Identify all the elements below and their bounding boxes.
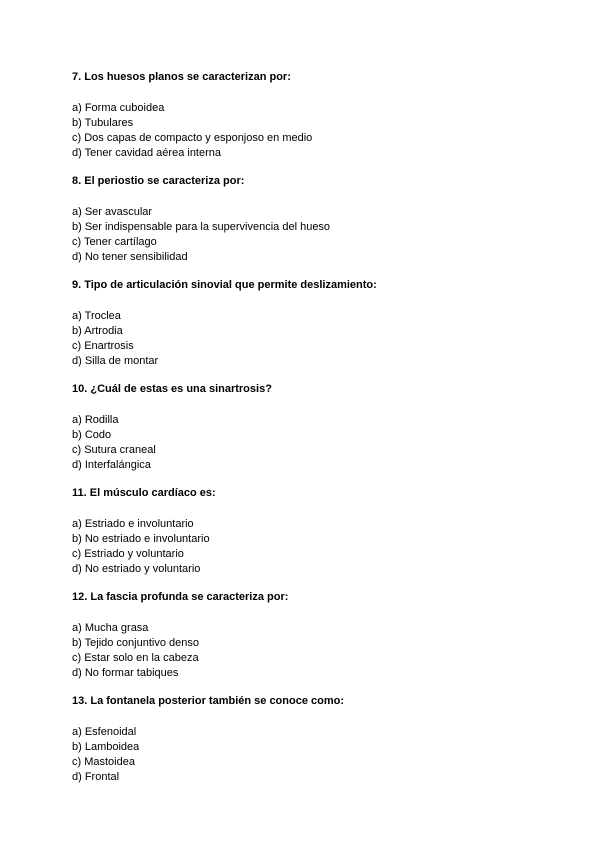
option-a: a) Mucha grasa (72, 622, 149, 634)
question-title: 13. La fontanela posterior también se conoce como: (72, 695, 345, 707)
option-d: d) Interfalángica (72, 459, 151, 471)
option-a: a) Ser avascular (72, 206, 153, 218)
option-b: b) Ser indispensable para la supervivencia del hueso (72, 221, 331, 233)
option-d: d) Frontal (72, 771, 120, 783)
question-title: 7. Los huesos planos se caracterizan por: (72, 71, 291, 83)
option-a: a) Estriado e involuntario (72, 518, 194, 530)
option-d: d) No estriado y voluntario (72, 563, 201, 575)
option-a: a) Forma cuboidea (72, 102, 165, 114)
option-a: a) Troclea (72, 310, 121, 322)
option-a: a) Esfenoidal (72, 726, 137, 738)
option-b: b) Codo (72, 429, 112, 441)
question-7 (72, 70, 572, 161)
question-title: 11. El músculo cardíaco es: (72, 487, 216, 499)
question-title: 9. Tipo de articulación sinovial que permite deslizamiento: (72, 279, 377, 291)
option-c: c) Mastoidea (72, 756, 135, 768)
option-b: b) No estriado e involuntario (72, 533, 210, 545)
option-c: c) Dos capas de compacto y esponjoso en medio (72, 132, 313, 144)
question-title: 12. La fascia profunda se caracteriza por: (72, 591, 289, 603)
option-c: c) Estriado y voluntario (72, 548, 184, 560)
question-title: 8. El periostio se caracteriza por: (72, 175, 245, 187)
option-d: d) No formar tabiques (72, 667, 179, 679)
option-b: b) Tejido conjuntivo denso (72, 637, 199, 649)
question-10 (72, 382, 572, 473)
option-d: d) No tener sensibilidad (72, 251, 188, 263)
option-c: c) Enartrosis (72, 340, 134, 352)
option-b: b) Lamboidea (72, 741, 140, 753)
option-d: d) Tener cavidad aérea interna (72, 147, 222, 159)
option-b: b) Tubulares (72, 117, 134, 129)
question-9 (72, 278, 572, 369)
option-c: c) Estar solo en la cabeza (72, 652, 199, 664)
question-12 (72, 590, 572, 681)
option-c: c) Sutura craneal (72, 444, 156, 456)
option-b: b) Artrodia (72, 325, 123, 337)
question-11 (72, 486, 572, 577)
question-title: 10. ¿Cuál de estas es una sinartrosis? (72, 383, 272, 395)
option-a: a) Rodilla (72, 414, 119, 426)
question-13 (72, 694, 572, 785)
option-d: d) Silla de montar (72, 355, 159, 367)
option-c: c) Tener cartílago (72, 236, 157, 248)
question-8 (72, 174, 572, 265)
question-list (72, 70, 572, 798)
